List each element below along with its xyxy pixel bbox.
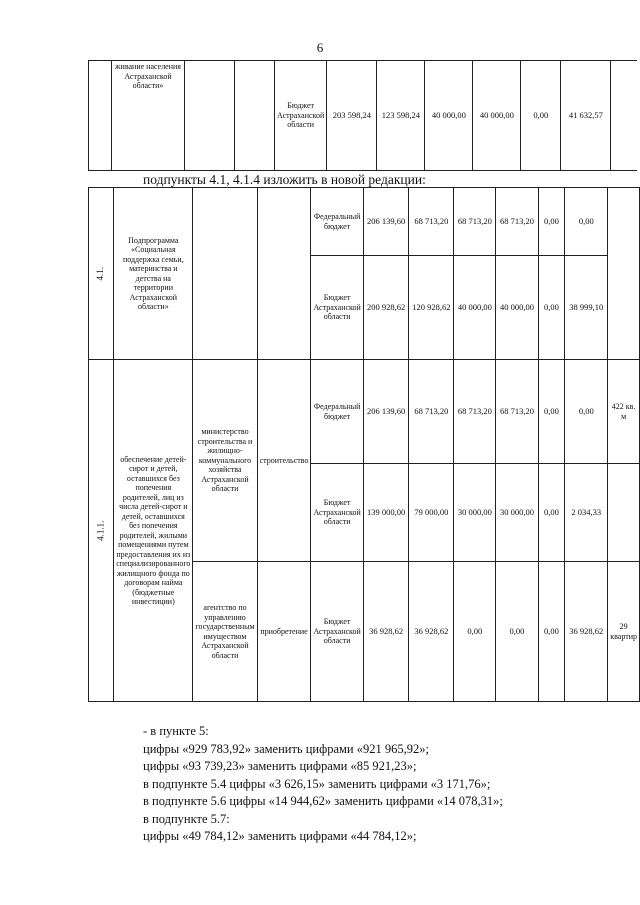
- funding-source-cell: Бюджет Астраханской области: [311, 562, 363, 702]
- funding-source-cell: Бюджет Астраханской области: [311, 256, 363, 360]
- number-cell: [89, 61, 112, 171]
- measure-description: обеспечение детей-сирот и детей, оставшихся без попечения родителей, лиц из числа детей-сирот и детей, оставшихся без попечения родителей, жилыми помещениями путем предоставления их из специализированного жилищного фонда по договорам найма (бюджетные инвестиции): [114, 360, 193, 702]
- value-cell: 68 713,20: [454, 188, 496, 256]
- funding-source-cell: Бюджет Астраханской области: [311, 464, 363, 562]
- value-cell: 36 928,62: [565, 562, 608, 702]
- value-cell: 203 598,24: [327, 61, 377, 171]
- value-cell: 0,00: [521, 61, 561, 171]
- subprogram-description: Подпрограмма «Социальная поддержка семьи, материнства и детства на территории Астраханской области»: [114, 188, 193, 360]
- value-cell: 206 139,60: [363, 360, 409, 464]
- value-cell: 36 928,62: [363, 562, 409, 702]
- value-cell: 38 999,10: [565, 256, 608, 360]
- value-cell: 0,00: [565, 360, 608, 464]
- value-cell: 120 928,62: [409, 256, 454, 360]
- value-cell: 200 928,62: [363, 256, 409, 360]
- text-line: в подпункте 5.7:: [143, 811, 230, 826]
- value-cell: 0,00: [454, 562, 496, 702]
- value-cell: 0,00: [538, 360, 565, 464]
- value-cell: 0,00: [538, 464, 565, 562]
- value-cell: 68 713,20: [409, 188, 454, 256]
- value-cell: 0,00: [538, 256, 565, 360]
- result-cell: [608, 464, 640, 562]
- value-cell: 0,00: [538, 188, 565, 256]
- text-line: - в пункте 5:: [143, 724, 209, 738]
- value-cell: 68 713,20: [496, 188, 538, 256]
- value-cell: 68 713,20: [409, 360, 454, 464]
- row-number-cell: 4.1.: [89, 188, 114, 360]
- text-line: в подпункте 5.6 цифры «14 944,62» заменить цифрами «14 078,31»;: [143, 794, 503, 808]
- value-cell: 0,00: [538, 562, 565, 702]
- result-cell: 29 квартир: [608, 562, 640, 702]
- top-table: [88, 60, 637, 171]
- main-table: [88, 187, 640, 702]
- value-cell: 206 139,60: [363, 188, 409, 256]
- value-cell: 139 000,00: [363, 464, 409, 562]
- text-line: в подпункте 5.4 цифры «3 626,15» заменить цифрами «3 171,76»;: [143, 776, 491, 791]
- value-cell: 79 000,00: [409, 464, 454, 562]
- value-cell: 40 000,00: [496, 256, 538, 360]
- value-cell: 123 598,24: [377, 61, 425, 171]
- funding-source-cell: Бюджет Астраханской области: [275, 61, 327, 171]
- funding-source-cell: Федеральный бюджет: [311, 360, 363, 464]
- value-cell: 30 000,00: [454, 464, 496, 562]
- value-cell: 68 713,20: [454, 360, 496, 464]
- text-line: цифры «93 739,23» заменить цифрами «85 921,23»;: [143, 759, 417, 773]
- text-line: цифры «929 783,92» заменить цифрами «921 965,92»;: [143, 741, 429, 756]
- funding-source-cell: Федеральный бюджет: [311, 188, 363, 256]
- value-cell: 40 000,00: [473, 61, 521, 171]
- page-number: 6: [316, 40, 324, 55]
- value-cell: 30 000,00: [496, 464, 538, 562]
- value-cell: 41 632,57: [561, 61, 611, 171]
- result-cell: [611, 61, 637, 171]
- executor-cell: агентство по управлению государственным имуществом Астраханской области: [193, 562, 257, 702]
- activity-cell: приобретение: [257, 562, 311, 702]
- result-cell: 422 кв. м: [608, 360, 640, 464]
- row-number-cell: 4.1.1.: [89, 360, 114, 702]
- value-cell: 40 000,00: [425, 61, 473, 171]
- value-cell: 0,00: [496, 562, 538, 702]
- value-cell: 36 928,62: [409, 562, 454, 702]
- activity-cell: [257, 188, 311, 360]
- amendment-text: [143, 723, 503, 846]
- executor-cell: [193, 188, 257, 360]
- value-cell: 68 713,20: [496, 360, 538, 464]
- activity-cell: строительство: [257, 360, 311, 562]
- value-cell: 40 000,00: [454, 256, 496, 360]
- result-cell: [608, 188, 640, 360]
- text-line: цифры «49 784,12» заменить цифрами «44 784,12»;: [143, 829, 417, 843]
- value-cell: 2 034,33: [565, 464, 608, 562]
- description-cell: живание населения Астраханской области»: [112, 61, 185, 171]
- executor-cell: [185, 61, 235, 171]
- executor-cell: министерство строительства и жилищно-коммунального хозяйства Астраханской области: [193, 360, 257, 562]
- activity-cell: [235, 61, 275, 171]
- value-cell: 0,00: [565, 188, 608, 256]
- section-subheading: подпункты 4.1, 4.1.4 изложить в новой редакции:: [143, 172, 426, 187]
